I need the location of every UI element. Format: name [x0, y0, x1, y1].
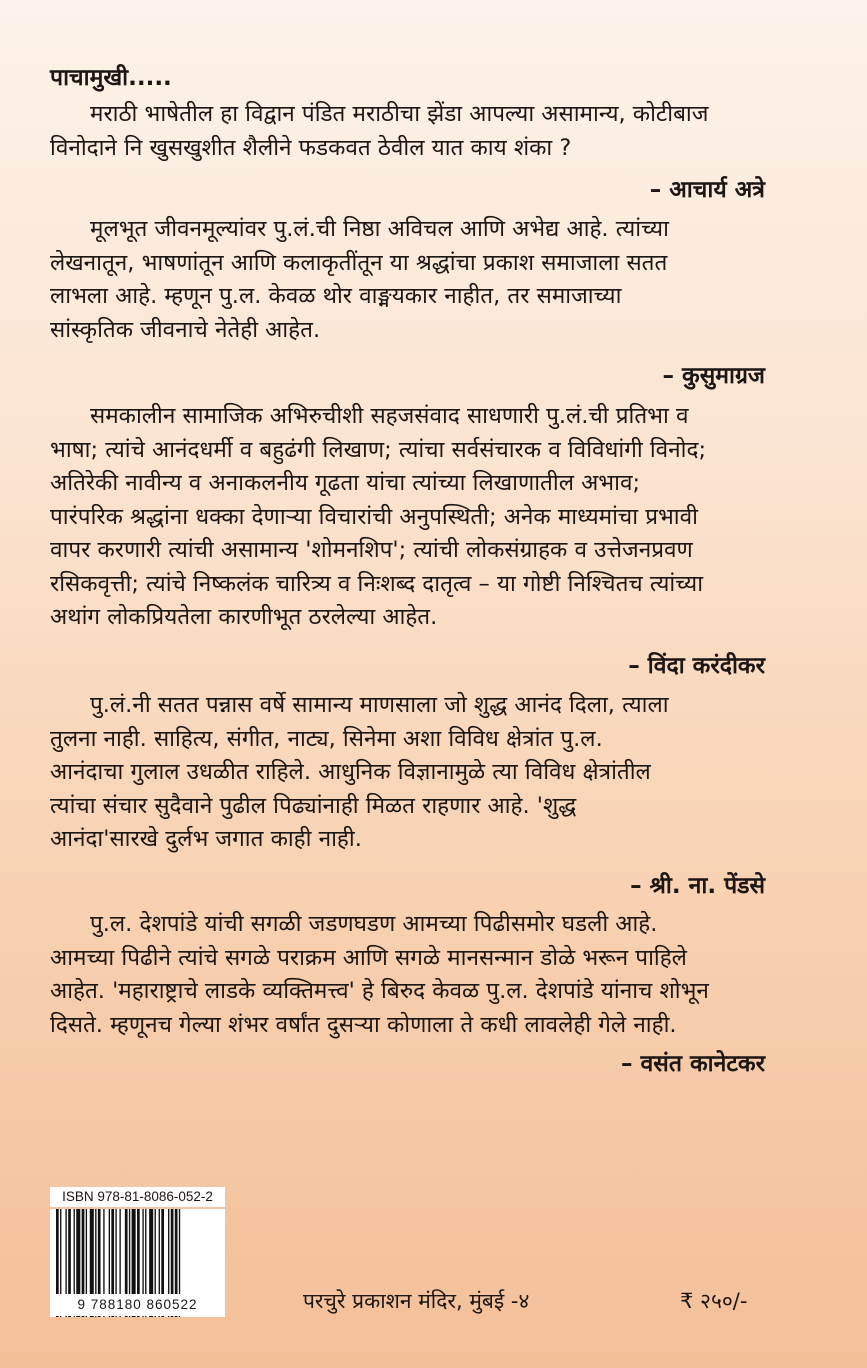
quote-line: मूलभूत जीवनमूल्यांवर पु.लं.ची निष्ठा अविचल आणि अभेद्य आहे. त्यांच्या — [90, 216, 669, 242]
quote-line: त्यांचा संचार सुदैवाने पुढील पिढ्यांनाही मिळत राहणार आहे. 'शुद्ध — [50, 792, 577, 819]
barcode-digits: 9 788180 860522 — [50, 1294, 225, 1316]
quote-line: तुलना नाही. साहित्य, संगीत, नाट्य, सिनेमा अशा विविध क्षेत्रांत पु.ल. — [50, 725, 603, 752]
quote-line: वापर करणारी त्यांची असामान्य 'शोमनशिप'; त्यांची लोकसंग्राहक व उत्तेजनप्रवण — [50, 537, 693, 563]
isbn-barcode — [50, 1187, 225, 1332]
quote-paragraph — [50, 213, 762, 347]
quote-line: अथांग लोकप्रियतेला कारणीभूत ठरलेल्या आहेत. — [50, 604, 438, 630]
quote-author: – वसंत कानेटकर — [620, 1051, 765, 1077]
quote-line: पु.ल. देशपांडे यांची सगळी जडणघडण आमच्या पिढीसमोर घडली आहे. — [90, 911, 658, 937]
quote-line: अतिरेकी नावीन्य व अनाकलनीय गूढता यांचा त्यांच्या लिखाणातील अभाव; — [50, 470, 641, 496]
quote-paragraph — [50, 908, 762, 1042]
quote-line: आनंदाचा गुलाल उधळीत राहिले. आधुनिक विज्ञानामुळे त्या विविध क्षेत्रांतील — [50, 759, 651, 785]
quote-line: लेखनातून, भाषणांतून आणि कलाकृतींतून या श्रद्धांचा प्रकाश समाजाला सतत — [50, 249, 668, 276]
price-label: ₹ २५०/- — [680, 1289, 748, 1313]
quote-line: दिसते. म्हणूनच गेल्या शंभर वर्षांत दुसऱ्या कोणाला ते कधी लावलेही गेले नाही. — [50, 1011, 677, 1038]
quote-author: – विंदा करंदीकर — [628, 653, 765, 679]
quote-author: – कुसुमाग्रज — [662, 363, 765, 389]
quote-line: पारंपरिक श्रद्धांना धक्का देणाऱ्या विचारांची अनुपस्थिती; अनेक माध्यमांचा प्रभावी — [50, 503, 698, 530]
publisher-name: परचुरे प्रकाशन मंदिर, मुंबई -४ — [303, 1289, 530, 1313]
quote-line: मराठी भाषेतील हा विद्वान पंडित मराठीचा झेंडा आपल्या असामान्य, कोटीबाज — [90, 101, 709, 127]
quote-paragraph — [50, 689, 762, 857]
quote-line: पु.लं.नी सतत पन्नास वर्षे सामान्य माणसाला जो शुद्ध आनंद दिला, त्याला — [90, 692, 669, 718]
quote-line: लाभला आहे. म्हणून पु.ल. केवळ थोर वाङ्मयकार नाहीत, तर समाजाच्या — [50, 283, 622, 309]
quote-line: आहेत. 'महाराष्ट्राचे लाडके व्यक्तिमत्त्व' हे बिरुद केवळ पु.ल. देशपांडे यांनाच शोभून — [50, 978, 709, 1004]
isbn-label: ISBN 978-81-8086-052-2 — [50, 1187, 225, 1207]
heading: पाचामुखी..... — [50, 65, 172, 91]
quote-line: सांस्कृतिक जीवनाचे नेतेही आहेत. — [50, 316, 321, 343]
quote-line: समकालीन सामाजिक अभिरुचीशी सहजसंवाद साधणारी पु.लं.ची प्रतिभा व — [90, 403, 689, 429]
quote-line: आमच्या पिढीने त्यांचे सगळे पराक्रम आणि सगळे मानसन्मान डोळे भरून पाहिले — [50, 944, 687, 971]
quote-line: रसिकवृत्ती; त्यांचे निष्कलंक चारित्र्य व निःशब्द दातृत्व – या गोष्टी निश्चितच त्यांच्या — [50, 570, 704, 597]
quote-author: – श्री. ना. पेंडसे — [630, 873, 765, 899]
quote-line: विनोदाने नि खुसखुशीत शैलीने फडकवत ठेवील यात काय शंका ? — [50, 134, 572, 161]
quote-paragraph — [50, 400, 762, 635]
quote-line: भाषा; त्यांचे आनंदधर्मी व बहुढंगी लिखाण; त्यांचा सर्वसंचारक व विविधांगी विनोद; — [50, 436, 707, 463]
quote-author: – आचार्य अत्रे — [649, 177, 765, 203]
quote-line: आनंदा'सारखे दुर्लभ जगात काही नाही. — [50, 826, 362, 852]
quote-paragraph — [50, 98, 762, 165]
